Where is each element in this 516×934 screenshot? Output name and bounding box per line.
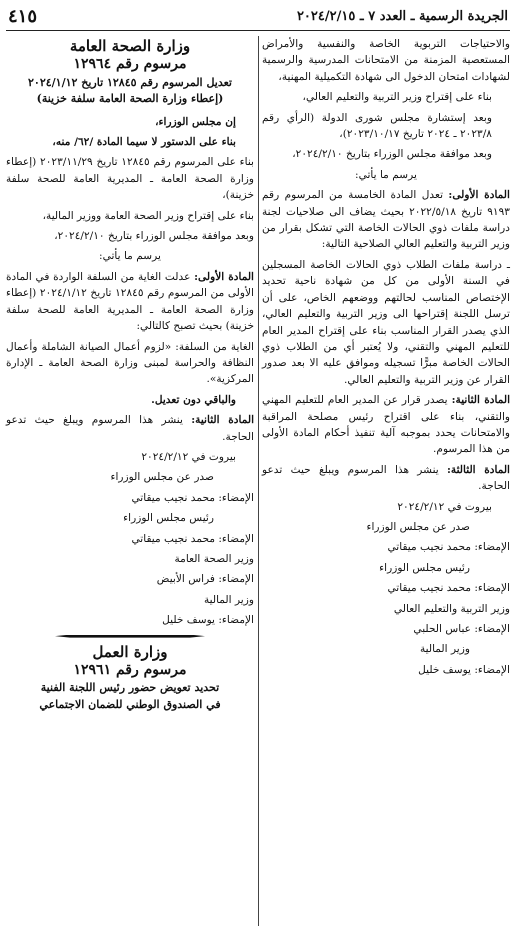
intro-paragraph: والاحتياجات التربوية الخاصة والنفسية والأمراض المستعصية المزمنة من الامتحانات المدرسية والرسمية لشهادات امتحان الدخول الى شهادة التكميلية المهنية، [262,38,510,83]
signature-line: وزير المالية [419,643,470,656]
decrees-heading: يرسم ما يأتي: [355,168,417,181]
decree-title [6,75,254,108]
signature-line: الإمضاء: محمد نجيب ميقاتي [131,491,254,504]
article-label: المادة الثانية: [451,394,511,407]
article-label: المادة الثانية: [191,414,255,427]
ministry-heading: وزارة العمل [92,642,168,661]
right-column [262,36,510,682]
gazette-title: الجريدة الرسمية ـ العدد ٧ ـ ٢٠٢٤/٢/١٥ [296,9,508,24]
signature-line: رئيس مجلس الوزراء [379,561,470,574]
preamble-line: بناء على المرسوم رقم ١٢٨٤٥ تاريخ ٢٠٢٣/١١/٢٩ (إعطاء وزارة الصحة العامة ـ المديرية العامة للصحة سلفة خزينة)، [6,156,254,202]
article-2 [6,412,254,445]
column-divider [258,36,259,926]
decree-title-line: في الصندوق الوطني للضمان الاجتماعي [39,697,221,711]
article-label: المادة الثالثة: [447,463,510,476]
preamble-line: وبعد موافقة مجلس الوزراء بتاريخ ٢٠٢٤/٢/١٠، [54,230,254,243]
signature-line: الإمضاء: محمد نجيب ميقاتي [387,582,510,595]
article-text: تعدل المادة الخامسة من المرسوم رقم ٩١٩٣ تاريخ ٢٠٢٢/٥/١٨ بحيث يضاف الى صلاحيات لجنة دراسة ملفات ذوي الحالات الخاصة التي تشكل بقرار من وزير التربية والتعليم العالي الصلاحية التالية: [262,189,510,251]
article-text: ينشر هذا المرسوم ويبلغ حيث تدعو الحاجة. [6,414,254,443]
preamble-line: بناء على إقتراح وزير التربية والتعليم العالي، [302,91,492,104]
preamble-line: وبعد موافقة مجلس الوزراء بتاريخ ٢٠٢٤/٢/١٠، [292,148,492,161]
article-text: ينشر هذا المرسوم ويبلغ حيث تدعو الحاجة. [262,463,510,493]
article-2 [262,392,510,458]
signature-line: صدر عن مجلس الوزراء [366,520,470,533]
signature-line: الإمضاء: فراس الأبيض [156,573,254,586]
decrees-heading: يرسم ما يأتي: [99,250,161,263]
signature-line: وزير الصحة العامة [174,552,254,565]
signature-line: صدر عن مجلس الوزراء [110,471,214,484]
article-text: يصدر قرار عن المدير العام للتعليم المهني والتقني، بناء على اقتراح رئيس مصلحة المراقبة والامتحانات يحدد بموجبه آلية تنفيذ أحكام المادة الأولى من هذا المرسوم. [262,394,510,456]
page-header [6,6,510,31]
place-date: بيروت في ٢٠٢٤/٢/١٢ [397,500,492,513]
decree-number: مرسوم رقم ١٢٩٦٤ [73,56,187,73]
article-1 [262,187,510,253]
signature-line: الإمضاء: محمد نجيب ميقاتي [131,532,254,545]
decree-title-line: تحديد تعويض حضور رئيس اللجنة الفنية [40,681,220,695]
signature-line: الإمضاء: يوسف خليل [162,614,254,627]
opening-line: إن مجلس الوزراء، [155,115,236,128]
article-1-item: ـ دراسة ملفات الطلاب ذوي الحالات الخاصة المسجلين في السنة الأولى من كل من شهادة ناحية تحديد الإختصاص المناسب لحالتهم ووضعهم الخاص، على أن ترسل اللجنة إقتراحها الى وزير التربية والتعليم العالي، الذي يصدر القرار المناسب بناء على إقتراح المدير العام للتعليم المهني والتقني، ولا يُعتبر أي من الطلاب ذوي الحالات الخاصة مبرًّا تسجيله وموافق عليه الا بعد صدور القرار عن وزير التربية والتعليم العالي. [262,258,510,386]
decree-title-line: تعديل المرسوم رقم ١٢٨٤٥ تاريخ ٢٠٢٤/١/١٢ [28,75,232,89]
decree-number: مرسوم رقم ١٢٩٦١ [73,662,187,678]
signature-line: وزير التربية والتعليم العالي [393,602,510,615]
article-label: المادة الأولى: [448,189,510,202]
rest-unchanged: والباقي دون تعديل. [151,393,236,406]
preamble-line: بناء على إقتراح وزير الصحة العامة ووزير المالية، [42,209,254,222]
basis-line: بناء على الدستور لا سيما المادة /٦٢/ منه، [52,136,236,149]
page-number: ٤١٥ [8,6,38,27]
signature-line: الإمضاء: يوسف خليل [418,663,510,676]
article-1-item: الغاية من السلفة: «لزوم أعمال الصيانة الشاملة وأعمال النظافة والحراسة لمبنى وزارة الصحة العامة ـ الإدارة المركزية». [6,340,254,386]
article-text: عدلت الغاية من السلفة الواردة في المادة الأولى من المرسوم رقم ١٢٨٤٥ تاريخ ٢٠٢٤/١/١٢ (إعطاء وزارة الصحة العامة ـ المديرية العامة للصحة سلفة خزينة) بحيث تصبح كالتالي: [6,270,254,333]
signature-line: وزير المالية [203,593,254,606]
preamble-line: وبعد إستشارة مجلس شورى الدولة (الرأي رقم ٢٠٢٣/٨ ـ ٢٠٢٤ تاريخ ٢٠٢٣/١٠/١٧)، [262,111,492,141]
decree-title [6,680,254,713]
decree-title-line: (إعطاء وزارة الصحة العامة سلفة خزينة) [36,92,224,106]
section-divider [6,635,254,638]
signature-line: الإمضاء: محمد نجيب ميقاتي [387,541,510,554]
article-label: المادة الأولى: [194,270,254,283]
ministry-heading: وزارة الصحة العامة [69,37,191,55]
article-3 [262,462,510,495]
signature-line: الإمضاء: عباس الحلبي [413,623,510,635]
signature-line: رئيس مجلس الوزراء [123,512,214,525]
left-column [6,36,254,719]
place-date: بيروت في ٢٠٢٤/٢/١٢ [141,450,236,463]
article-1 [6,269,254,335]
